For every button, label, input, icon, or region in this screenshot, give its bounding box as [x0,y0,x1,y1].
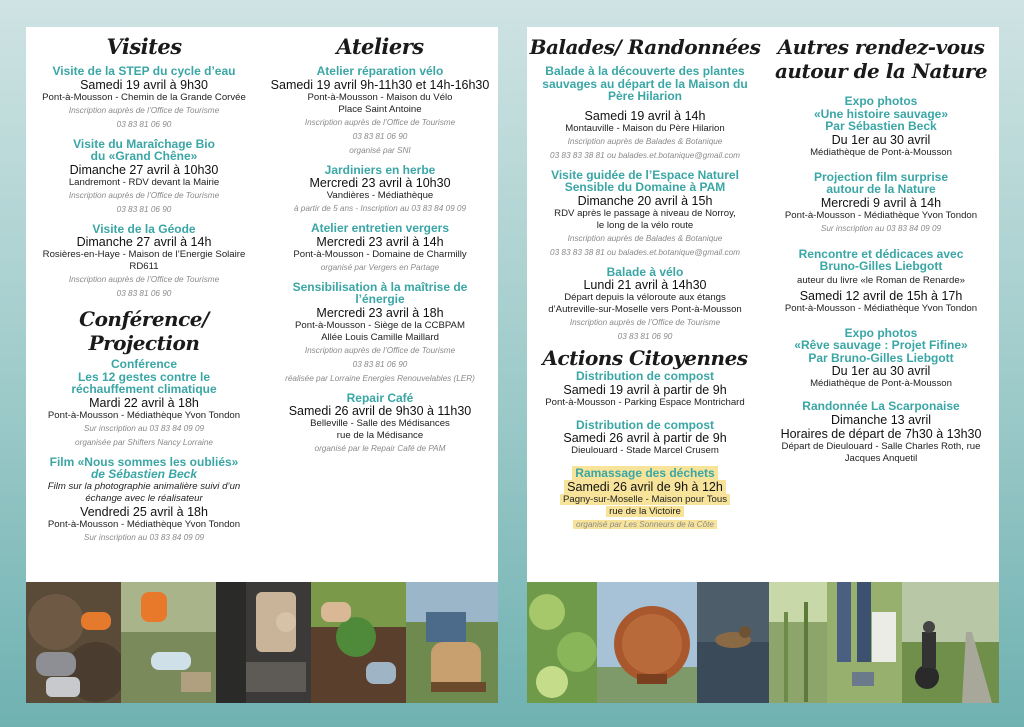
event-note: Inscription auprès de l’Office de Tourisme [68,190,220,200]
event-energie [264,281,496,386]
photo-leaves [527,582,597,703]
event-date: Dimanche 13 avril [830,412,932,427]
event-place: Landremont - RDV devant la Mairie [68,176,220,188]
event-place: Pont-à-Mousson - Domaine de Charmilly [293,248,467,260]
section-title-ateliers: Ateliers [336,34,424,59]
event-projection [765,171,997,236]
event-conference [28,358,260,450]
visites-column [26,27,262,582]
event-title: Distribution de compost [576,369,714,383]
event-place: Médiathèque de Pont-à-Mousson [810,146,952,158]
event-title: Balade à vélo [606,264,684,279]
event-note: Sur inscription au 03 83 84 09 09 [83,423,205,433]
event-description: auteur du livre «le Roman de Renarde» [797,274,965,286]
event-title: autour de la Nature [826,182,936,196]
photo-garbage-bottle [121,582,216,703]
event-place: Départ depuis la véloroute aux étangs [564,292,726,303]
event-organizer: organisé par SNI [349,145,411,155]
event-title: Balade à la découverte des plantes [545,64,745,78]
section-title-autres-2: autour de la Nature [774,59,988,83]
event-title: Ramassage des déchets [572,466,717,480]
event-title: de Sébastien Beck [90,467,198,481]
event-note: Inscription auprès de l’Office de Tourisme [304,345,456,355]
event-note: à partir de 5 ans - Inscription au 03 83 84 09 09 [293,204,467,213]
photo-repair-tool [216,582,311,703]
photo-duck [697,582,769,703]
event-date: Samedi 19 avril à 14h [584,108,706,123]
event-title: Père Hilarion [607,89,683,103]
event-place: Départ de Dieulouard - Salle Charles Roth, rue [781,440,981,452]
event-espace-naturel [529,169,761,260]
event-date: Samedi 26 avril à partir de 9h [563,431,727,445]
event-organizer: organisé par le Repair Café de PAM [314,444,446,453]
event-date: Vendredi 25 avril à 18h [80,504,208,519]
event-title: l’énergie [355,292,405,306]
event-date: Samedi 12 avril de 15h à 17h [799,288,963,303]
event-place: Pont-à-Mousson - Médiathèque Yvon Tondon [784,209,978,221]
event-phone: 03 83 81 06 90 [116,204,172,214]
event-date: Samedi 26 avril de 9h30 à 11h30 [288,404,472,418]
event-step [28,65,260,132]
event-title: Expo photos [844,325,918,340]
photo-strip-left [26,582,498,703]
event-title: du «Grand Chêne» [90,149,198,163]
event-title: Visite de la STEP du cycle d’eau [52,64,236,78]
event-place: Rosières-en-Haye - Maison de l’Energie Solaire [42,249,246,260]
event-organizer: réalisée par Lorraine Energies Renouvelables (LER) [285,373,475,383]
section-title-balades: Balades/ Randonnées [529,35,761,59]
event-date: Mercredi 9 avril à 14h [820,195,942,210]
event-title: Projection film surprise [813,169,949,184]
event-organizer: organisée par Shifters Nancy Lorraine [75,437,213,447]
event-date: Lundi 21 avril à 14h30 [583,278,707,292]
event-hours: Horaires de départ de 7h30 à 13h30 [780,426,982,441]
event-phone: 03 83 81 06 90 [116,119,172,129]
event-note: Inscription auprès de Balades & Botanique [567,136,723,146]
event-title: Par Bruno-Gilles Liebgott [808,350,954,365]
event-place: Pont-à-Mousson - Médiathèque Yvon Tondon [47,409,241,421]
event-place: Place Saint Antoine [338,103,422,115]
event-randonnee [765,400,997,465]
event-place: Belleville - Salle des Médisances [310,418,450,429]
autres-column [763,27,999,582]
event-date: Du 1er au 30 avril [831,132,931,147]
event-note: Sur inscription au 03 83 84 09 09 [83,532,205,542]
section-title-conference: Conférence/ Projection [79,307,209,355]
balades-column [527,27,763,582]
event-date: Samedi 26 avril de 9h à 12h [564,480,726,494]
event-title: Conférence [110,357,178,371]
event-title: réchauffement climatique [71,382,217,396]
photo-cyclist-path [902,582,999,703]
event-compost-1 [529,370,761,409]
event-title: Distribution de compost [576,417,714,432]
event-ramassage [529,467,761,532]
event-organizer: organisé par Les Sonneurs de la Côte [573,520,717,529]
event-title: Visite de la Géode [92,221,196,236]
event-title: Atelier entretien vergers [310,221,450,235]
event-velo [264,65,496,158]
event-title: Repair Café [346,390,414,405]
section-title-autres: Autres rendez-vous [777,35,985,59]
photo-geode [597,582,697,703]
event-title: Randonnée La Scarponaise [802,399,960,413]
event-place: Allée Louis Camille Maillard [321,331,439,343]
event-contact: 03 83 83 38 81 ou balades.et.botanique@gmail.com [550,247,740,257]
event-date: Mercredi 23 avril à 14h [316,234,444,249]
event-date: Mardi 22 avril à 18h [89,395,199,410]
event-place: d’Autreville-sur-Moselle vers Pont-à-Mousson [548,304,742,315]
event-date: Du 1er au 30 avril [831,364,931,378]
event-title: Bruno-Gilles Liebgott [819,259,943,273]
event-balade-velo [529,266,761,345]
event-organizer: organisé par Vergers en Partage [320,262,440,272]
event-place: Médiathèque de Pont-à-Mousson [810,378,952,389]
event-place: Pont-à-Mousson - Maison du Vélo [307,91,453,103]
event-title: Expo photos [844,94,918,108]
event-title: Par Sébastien Beck [825,119,937,133]
event-place: RD611 [129,261,159,272]
event-title: Rencontre et dédicaces avec [798,246,964,261]
event-date: Dimanche 27 avril à 14h [76,235,212,249]
photo-reeds [769,582,827,703]
photo-planting [311,582,406,703]
event-place: Pagny-sur-Moselle - Maison pour Tous [560,494,730,505]
event-maraichage [28,138,260,217]
event-date: Mercredi 23 avril à 10h30 [309,176,451,190]
event-note: Sur inscription au 03 83 84 09 09 [820,223,942,233]
event-note: Inscription auprès de l’Office de Tourisme [68,275,220,284]
event-title: Visite du Maraîchage Bio [73,136,215,151]
event-phone: 03 83 81 06 90 [352,359,408,369]
event-title: Jardiniers en herbe [324,162,436,177]
event-title: Sensible du Domaine à PAM [564,180,726,194]
event-title: Les 12 gestes contre le [77,369,211,384]
event-place: Pont-à-Mousson - Médiathèque Yvon Tondon [784,302,978,314]
event-compost-2 [529,419,761,458]
event-description: échange avec le réalisateur [85,492,203,504]
event-phone: 03 83 81 06 90 [617,332,673,341]
event-title: Film «Nous sommes les oubliés» [49,454,239,469]
event-place: rue de la Médisance [336,430,424,441]
right-page [527,27,999,703]
event-place: Dieulouard - Stade Marcel Crusem [571,445,719,456]
event-place: RDV après le passage à niveau de Norroy, [554,207,736,219]
event-film [28,456,260,545]
ateliers-column [262,27,498,582]
event-expo-beck [765,95,997,159]
event-title: sauvages au départ de la Maison du [542,76,748,91]
event-place: rue de la Victoire [606,506,684,517]
photo-gloves-waste [26,582,121,703]
event-title: Visite guidée de l’Espace Naturel [551,167,739,182]
section-title-visites: Visites [106,34,182,59]
event-date: Samedi 19 avril à 9h30 [80,77,208,92]
event-note: Inscription auprès de Balades & Botanique [567,233,723,243]
event-place: Montauville - Maison du Père Hilarion [565,122,725,134]
event-contact: 03 83 83 38 81 ou balades.et.botanique@gmail.com [550,150,740,160]
event-place: Pont-à-Mousson - Médiathèque Yvon Tondon [47,518,241,530]
event-title: Sensibilisation à la maîtrise de [292,279,468,294]
event-date: Dimanche 27 avril à 10h30 [69,162,219,177]
event-rencontre [765,248,997,315]
section-title-actions: Actions Citoyennes [542,346,748,370]
event-vergers [264,222,496,275]
photo-picking-waste [827,582,902,703]
photo-strip-right [527,582,999,703]
event-geode [28,223,260,302]
event-phone: 03 83 81 06 90 [116,289,172,298]
event-note: Inscription auprès de l’Office de Tourisme [569,318,721,327]
event-date: Dimanche 20 avril à 15h [577,193,713,208]
event-note: Inscription auprès de l’Office de Tourisme [304,117,456,127]
event-place: le long de la vélo route [596,219,694,231]
event-date: Samedi 19 avril à partir de 9h [563,382,727,397]
photo-hiking-boot [406,582,498,703]
event-place: Vandières - Médiathèque [326,190,434,201]
event-place: Pont-à-Mousson - Parking Espace Montrichard [545,396,745,408]
event-repair-cafe [264,392,496,457]
event-title: «Rêve sauvage : Projet Fifine» [794,338,968,352]
event-jardiniers [264,164,496,217]
event-plantes [529,65,761,163]
event-date: Samedi 19 avril 9h-11h30 et 14h-16h30 [270,77,490,92]
left-page [26,27,498,703]
event-place: Pont-à-Mousson - Siège de la CCBPAM [295,319,465,331]
event-place: Pont-à-Mousson - Chemin de la Grande Corvée [42,91,246,103]
event-title: Atelier réparation vélo [316,64,444,78]
event-note: Inscription auprès de l’Office de Tourisme [68,105,220,115]
event-title: «Une histoire sauvage» [813,106,949,121]
event-place: Jacques Anquetil [844,452,918,464]
event-description: Film sur la photographie animalière suivi d’un [47,480,241,492]
event-date: Mercredi 23 avril à 18h [316,305,444,320]
event-phone: 03 83 81 06 90 [352,131,408,141]
event-expo-liebgott [765,327,997,391]
